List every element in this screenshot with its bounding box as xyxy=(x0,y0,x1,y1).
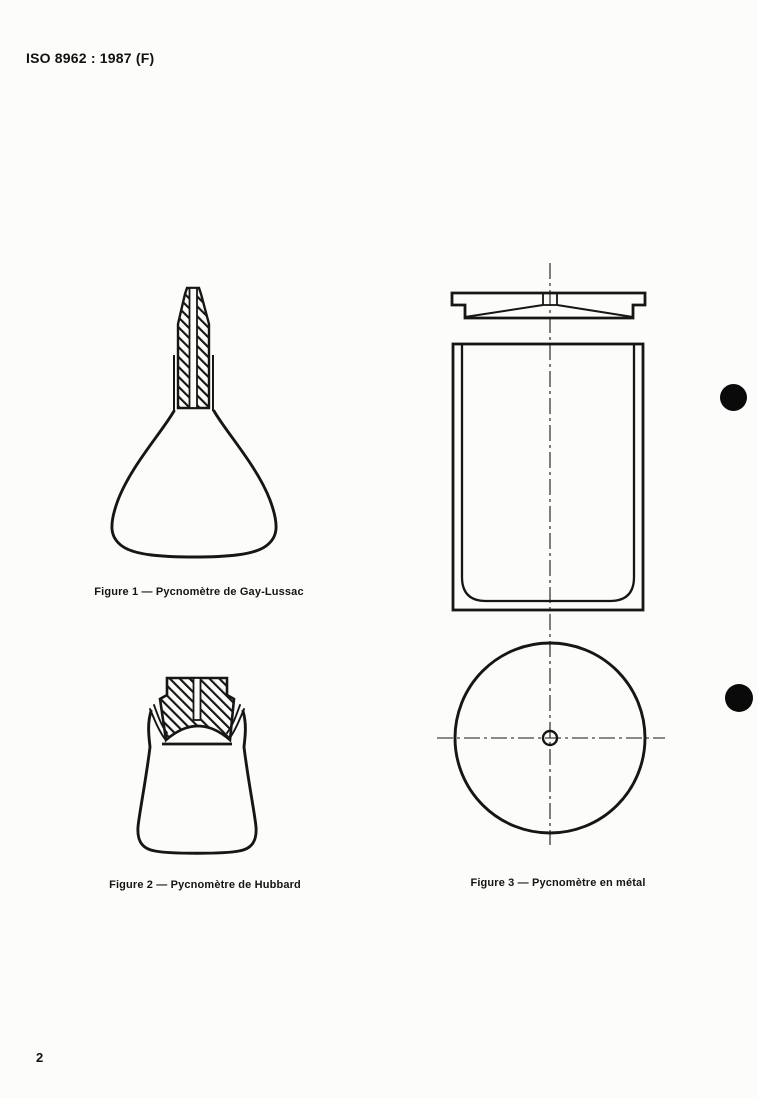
flask-body-outline xyxy=(112,411,276,557)
figure-3-caption: Figure 3 — Pycnomètre en métal xyxy=(470,877,646,889)
figure-2-caption: Figure 2 — Pycnomètre de Hubbard xyxy=(109,879,301,891)
figure-3 xyxy=(435,255,675,870)
figure-1-caption: Figure 1 — Pycnomètre de Gay-Lussac xyxy=(94,586,304,598)
capillary-bore xyxy=(194,678,201,720)
figure-2 xyxy=(125,665,305,865)
bottle-body-outline xyxy=(138,711,256,853)
vessel-outer-wall xyxy=(453,344,643,610)
gay-lussac-pycnometer-drawing xyxy=(100,280,330,575)
lid-cone-lines xyxy=(465,305,633,317)
figure-1 xyxy=(100,280,330,575)
binding-mark-dot xyxy=(720,384,747,411)
metal-pycnometer-drawing xyxy=(435,255,675,870)
capillary-bore xyxy=(190,288,198,408)
page-number: 2 xyxy=(36,1050,44,1065)
standard-reference: ISO 8962 : 1987 (F) xyxy=(26,50,155,66)
hubbard-pycnometer-drawing xyxy=(125,665,305,865)
vessel-inner-wall xyxy=(462,344,634,601)
binding-mark-dot xyxy=(725,684,753,712)
